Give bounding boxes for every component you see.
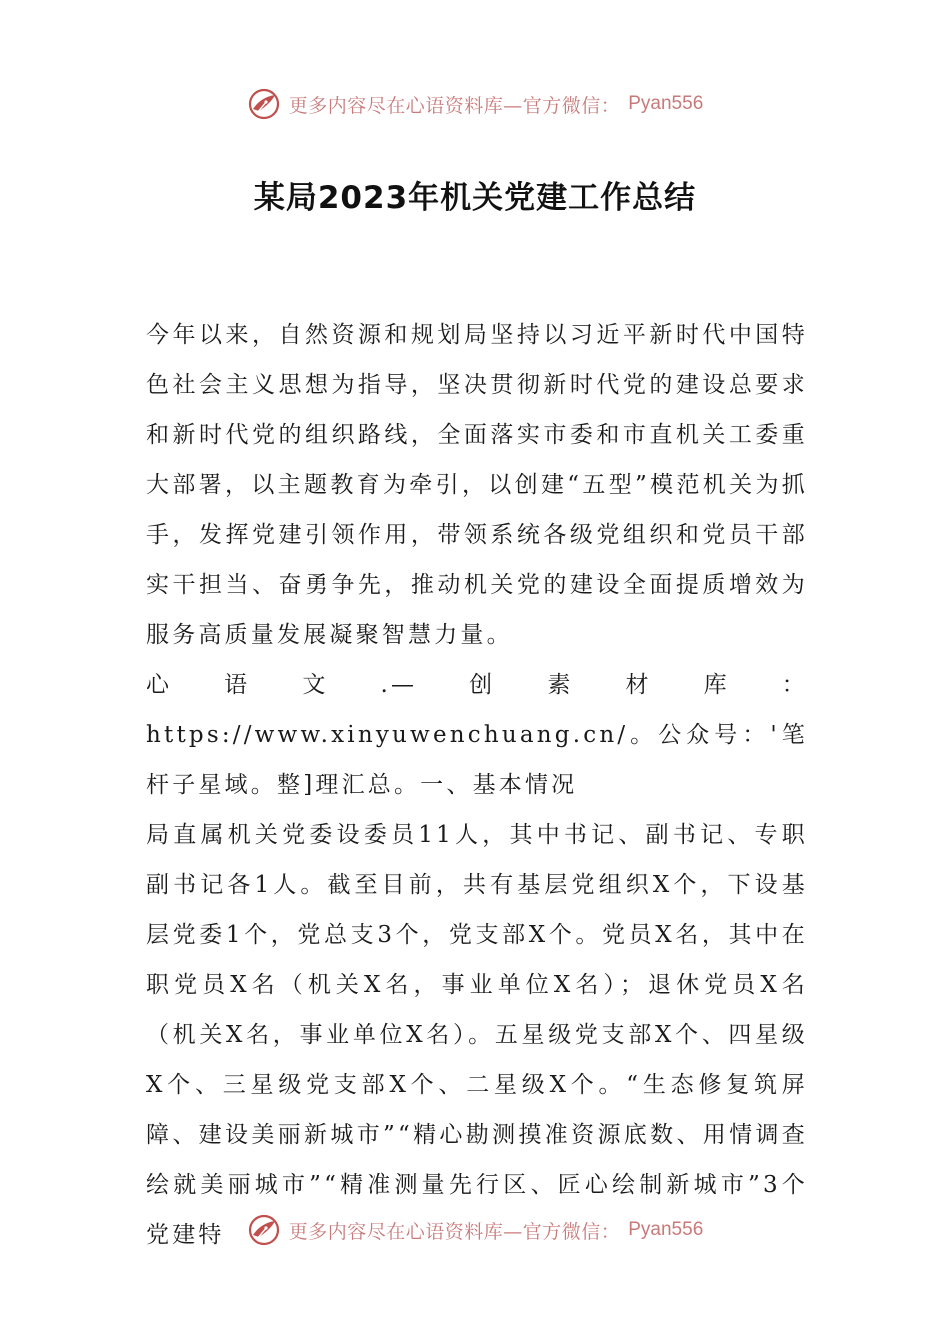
paragraph-intro: 今年以来，自然资源和规划局坚持以习近平新时代中国特色社会主义思想为指导，坚决贯彻新时代党的建设总要求和新时代党的组织路线，全面落实市委和市直机关工委重大部署，以主题教育为牵引，以创建“五型”模范机关为抓手，发挥党建引领作用，带领系统各级党组织和党员干部实干担当、奋勇争先，推动机关党的建设全面提质增效为服务高质量发展凝聚智慧力量。 <box>146 322 808 648</box>
paragraph-source-note: 心语文.—创素材库：https://www.xinyuwenchuang.cn/。公众号：'笔杆子星域。整]理汇总。一、基本情况 <box>146 672 808 798</box>
document-title: 某局2023年机关党建工作总结 <box>253 180 697 216</box>
banner-text: 更多内容尽在心语资料库—官方微信： <box>288 94 621 117</box>
banner-text: 更多内容尽在心语资料库—官方微信： <box>288 1220 621 1243</box>
paragraph-basic-situation: 局直属机关党委设委员11人，其中书记、副书记、专职副书记各1人。截至目前，共有基层党组织X个，下设基层党委1个，党总支3个，党支部X个。党员X名，其中在职党员X名（机关X名，事业单位X名）；退休党员X名（机关X名，事业单位X名）。五星级党支部X个、四星级X个、三星级党支部X个、二星级X个。“生态修复筑屏障、建设美丽新城市”“精心勘测摸准资源底数、用情调查绘就美丽城市”“精准测量先行区、匠心绘制新城市”3个党建特 <box>146 822 808 1248</box>
pen-nib-logo-icon <box>247 87 281 121</box>
pen-nib-logo-icon <box>247 1213 281 1247</box>
footer-banner <box>0 1208 950 1252</box>
document-body <box>146 310 808 1260</box>
banner-wechat-id: Pyan556 <box>628 93 704 114</box>
header-banner <box>0 82 950 126</box>
banner-wechat-id: Pyan556 <box>628 1219 704 1240</box>
